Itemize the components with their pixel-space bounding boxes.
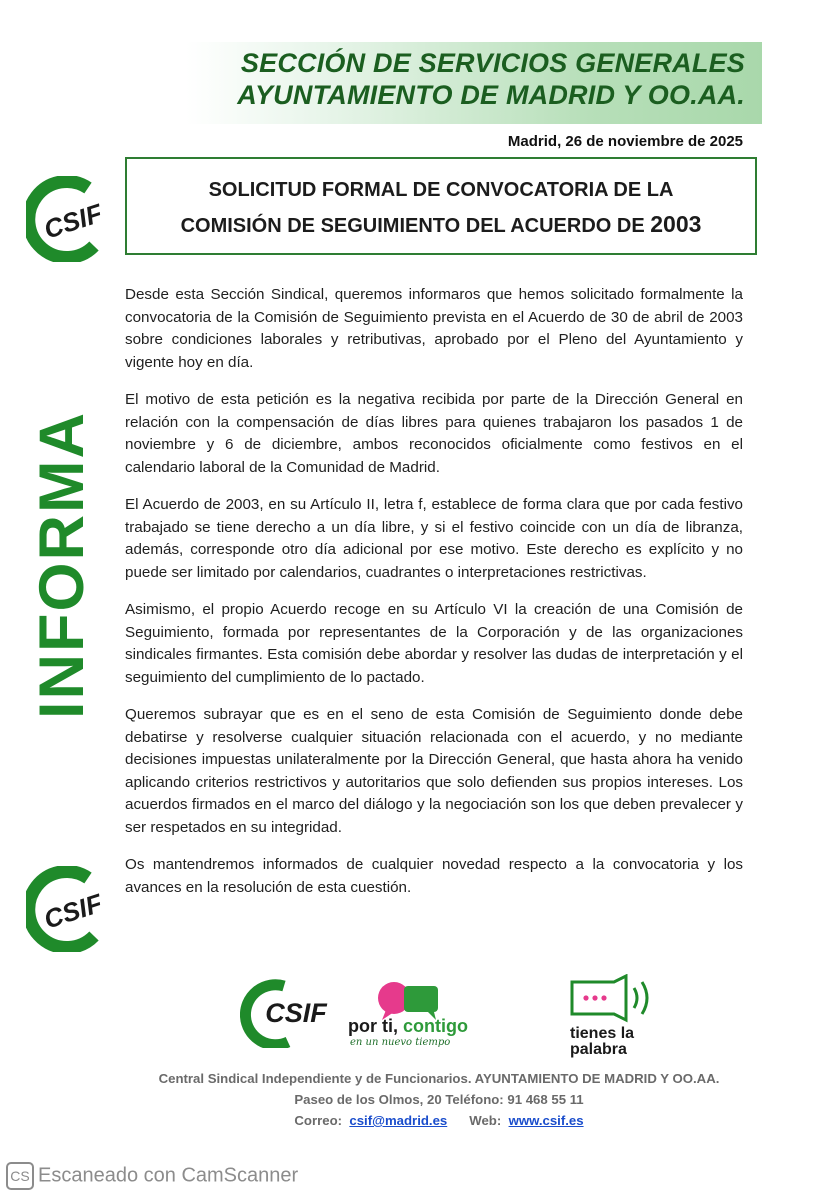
sound-wave-icon: [642, 982, 647, 1014]
palabra-text: palabra: [570, 1041, 627, 1058]
informa-vertical-label: INFORMA: [27, 411, 97, 719]
dot-icon: [601, 995, 606, 1000]
footer-organization: Central Sindical Independiente y de Funcionarios. AYUNTAMIENTO DE MADRID Y OO.AA.: [158, 1071, 720, 1086]
speech-bubble-green-icon: [404, 986, 438, 1012]
csif-logo-top: [26, 176, 118, 262]
csif-logo-text: CSIF: [265, 998, 327, 1028]
paragraph: Queremos subrayar que es en el seno de esta Comisión de Seguimiento donde debe debatirse y resolverse cualquier situación relacionada con el acuerdo, y no mediante decisiones impuestas unilateralmente por la Dirección General, que hasta ahora ha venido aplicando criterios restrictivos y autoritarios que solo defienden sus propios intereses. Los acuerdos firmados en el marco del diálogo y la negociación son los que deben prevalecer y ser respetados en su integridad.: [125, 706, 743, 836]
web-label: Web:: [469, 1113, 502, 1128]
dot-icon: [592, 995, 597, 1000]
por-ti-text: por ti, contigo: [348, 1016, 468, 1036]
section-title: SECCIÓN DE SERVICIOS GENERALES: [240, 48, 745, 78]
correo-label: Correo:: [294, 1113, 343, 1128]
csif-logo-text: CSIF: [40, 887, 106, 935]
camscanner-icon: CS: [6, 1162, 34, 1190]
title-line-2: [127, 207, 755, 243]
document-date: Madrid, 26 de noviembre de 2025: [507, 133, 743, 150]
body-text: [125, 284, 743, 914]
footer-links: [0, 1110, 821, 1131]
csif-logo-text: CSIF: [40, 197, 106, 245]
tienes-la-palabra-logo: [566, 974, 662, 1058]
title-year: 2003: [650, 211, 702, 237]
megaphone-icon: [572, 976, 626, 1020]
tienes-la-text: tienes la: [570, 1025, 635, 1042]
title-line-1: SOLICITUD FORMAL DE CONVOCATORIA DE LA: [208, 179, 674, 201]
camscanner-watermark: [6, 1162, 298, 1190]
email-link[interactable]: csif@madrid.es: [349, 1113, 448, 1128]
paragraph: El motivo de esta petición es la negativa recibida por parte de la Dirección General en relación con la compensación de días libres para quienes trabajaron los pasados 1 de noviembre y 6 de diciembre, ambos reconocidos oficialmente como festivos en el calendario laboral de la Comunidad de Madrid.: [125, 391, 743, 476]
paragraph: El Acuerdo de 2003, en su Artículo II, letra f, establece de forma clara que por cada festivo trabajado se tiene derecho a un día libre, y si el festivo coincide con un día de libranza, además, corresponde otro día adicional por ese motivo. Este derecho es explícito y no puede ser limitado por calendarios, cuadrantes o interpretaciones restrictivas.: [125, 496, 743, 581]
csif-logo-footer: [240, 978, 340, 1048]
csif-logo-side: [26, 866, 118, 952]
paragraph: Desde esta Sección Sindical, queremos informaros que hemos solicitado formalmente la convocatoria de la Comisión de Seguimiento prevista en el Acuerdo de 30 de abril de 2003 sobre condiciones laborales y retributivas, aprobado por el Pleno del Ayuntamiento y vigente hoy en día.: [125, 286, 743, 371]
camscanner-label: Escaneado con CamScanner: [38, 1164, 299, 1187]
dot-icon: [583, 995, 588, 1000]
nuevo-tiempo-text: en un nuevo tiempo: [350, 1037, 451, 1048]
paragraph: Os mantendremos informados de cualquier novedad respecto a la convocatoria y los avances en la resolución de esta cuestión.: [125, 856, 743, 896]
web-link[interactable]: www.csif.es: [508, 1113, 584, 1128]
sound-wave-icon: [634, 988, 637, 1008]
organization-title: AYUNTAMIENTO DE MADRID Y OO.AA.: [237, 80, 745, 110]
document-title-box: [125, 157, 757, 255]
paragraph: Asimismo, el propio Acuerdo recoge en su Artículo VI la creación de una Comisión de Seguimiento, formada por representantes de la Corporación y de las organizaciones sindicales firmantes. Esta comisión debe abordar y resolver las dudas de interpretación y el seguimiento del cumplimiento de lo pactado.: [125, 601, 743, 686]
footer-contact: [0, 1068, 821, 1131]
por-ti-contigo-logo: [346, 978, 496, 1050]
footer-address: Paseo de los Olmos, 20 Teléfono: 91 468 55 11: [294, 1092, 584, 1107]
title-line-2-text: COMISIÓN DE SEGUIMIENTO DEL ACUERDO DE: [180, 215, 645, 237]
